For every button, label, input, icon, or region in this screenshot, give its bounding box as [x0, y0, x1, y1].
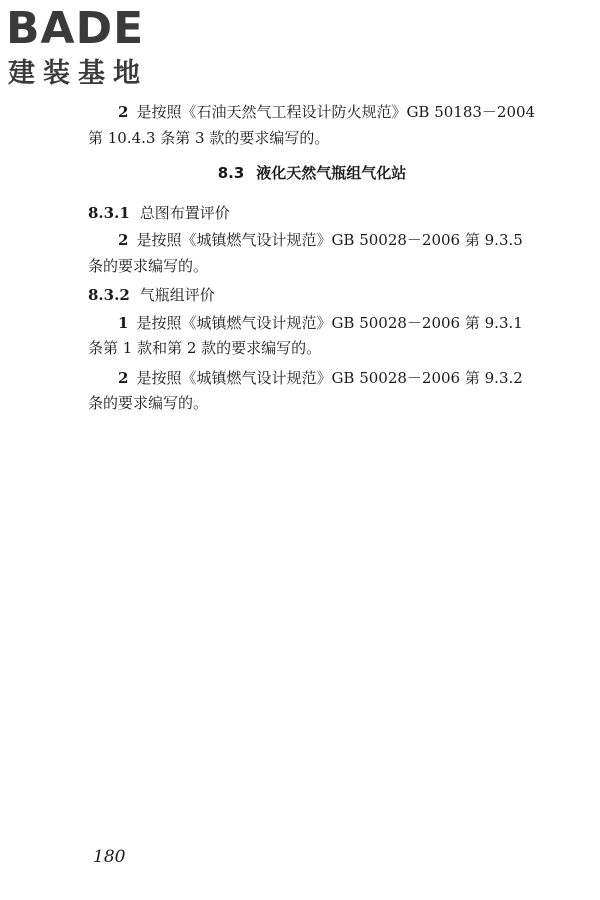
clause-8-3-2-item-2 [88, 366, 536, 417]
bade-logo [6, 4, 176, 96]
clause-title: 总图布置评价 [139, 203, 230, 222]
item-text: 是按照《城镇燃气设计规范》GB 50028－2006 第 9.3.1 条第 1 款和第 2 款的要求编写的。 [88, 313, 523, 357]
item-number: 2 [118, 231, 129, 249]
section-heading [88, 161, 536, 187]
item-number: 2 [118, 368, 129, 387]
clause-8-3-1-item-2 [88, 228, 536, 279]
item-text: 是按照《石油天然气工程设计防火规范》GB 50183－2004 第 10.4.3 条第 3 款的要求编写的。 [88, 103, 536, 147]
clause-8-3-2-item-1 [88, 311, 536, 362]
clause-title: 气瓶组评价 [139, 286, 215, 304]
paragraph-item-2 [88, 100, 536, 151]
item-number: 2 [118, 103, 129, 121]
page-content [88, 100, 536, 421]
clause-number: 8.3.1 [88, 203, 130, 222]
section-title-text: 液化天然气瓶组气化站 [256, 164, 407, 182]
clause-number: 8.3.2 [88, 286, 130, 304]
item-text: 是按照《城镇燃气设计规范》GB 50028－2006 第 9.3.2 条的要求编写的。 [88, 368, 523, 412]
clause-heading-8-3-2 [88, 283, 536, 309]
page-number: 180 [93, 847, 126, 867]
logo-chinese: 建装基地 [8, 58, 148, 89]
item-text: 是按照《城镇燃气设计规范》GB 50028－2006 第 9.3.5 条的要求编写的。 [88, 231, 523, 275]
logo-english: BADE [6, 3, 145, 54]
clause-heading-8-3-1 [88, 201, 536, 227]
section-number: 8.3 [217, 164, 245, 182]
item-number: 1 [118, 313, 129, 332]
